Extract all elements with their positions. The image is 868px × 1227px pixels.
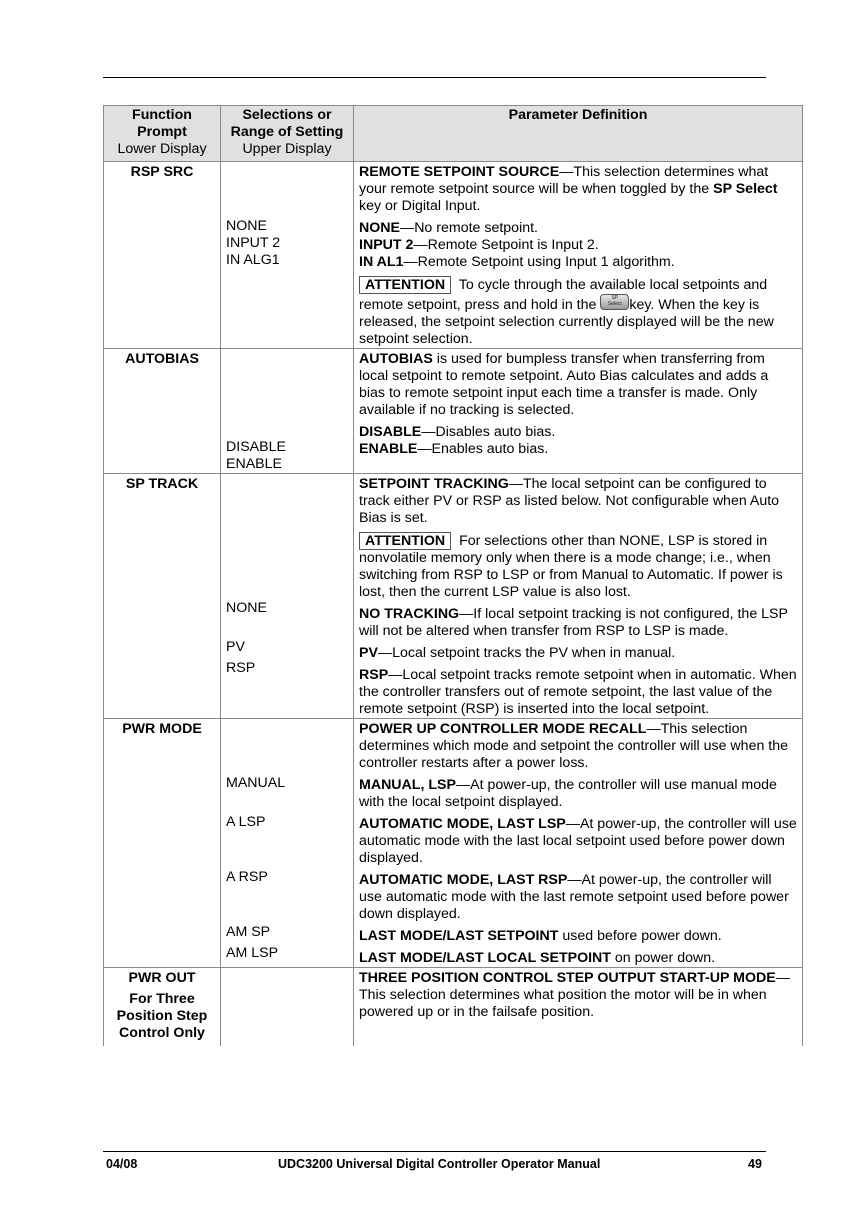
- option-pv: [359, 645, 797, 662]
- option-text: —Disables auto bias.: [421, 424, 556, 440]
- option-text: —No remote setpoint.: [400, 220, 538, 236]
- header-label: Function: [132, 107, 192, 123]
- option-label: DISABLE: [359, 424, 422, 440]
- function-prompt-label: PWR OUT: [128, 970, 196, 986]
- selection-value: PV: [226, 639, 245, 655]
- definition-text: —This selection determines what position the motor will be in when powered up or in the failsafe position.: [359, 970, 790, 1020]
- definition-title: SETPOINT TRACKING: [359, 476, 509, 492]
- function-prompt: PWR MODE: [104, 719, 221, 968]
- table-row: [104, 474, 803, 719]
- selections-cell: [221, 349, 354, 474]
- selection-value: AM SP: [226, 924, 271, 940]
- function-prompt: AUTOBIAS: [104, 349, 221, 474]
- attention-text: To cycle through the available local setpoints and remote setpoint, press and hold in the: [359, 277, 768, 313]
- option-text: used before power down.: [558, 928, 722, 944]
- selections-cell: [221, 719, 354, 968]
- function-prompt-note: For Three Position Step Control Only: [116, 991, 208, 1041]
- option-label: IN AL1: [359, 254, 404, 270]
- definition-cell: [354, 474, 803, 719]
- option-text: —Local setpoint tracks the PV when in manual.: [377, 645, 676, 661]
- header-label: Parameter Definition: [508, 107, 648, 123]
- option-text: —At power-up, the controller will use manual mode with the local setpoint displayed.: [359, 777, 777, 810]
- definition-text: SP Select: [713, 181, 778, 197]
- option-text: —At power-up, the controller will use automatic mode with the last local setpoint used before power down displayed.: [359, 816, 797, 866]
- definition-title: REMOTE SETPOINT SOURCE: [359, 164, 560, 180]
- page-number: 49: [748, 1157, 762, 1171]
- selection-value: RSP: [226, 660, 256, 676]
- selection-value: INPUT 2: [226, 235, 281, 251]
- option-label: INPUT 2: [359, 237, 414, 253]
- function-prompt: RSP SRC: [104, 162, 221, 349]
- option-label: AUTOMATIC MODE, LAST LSP: [359, 816, 566, 832]
- header-label: Selections or: [242, 107, 332, 123]
- option-last-mode-setpoint: [359, 928, 797, 945]
- footer-title: UDC3200 Universal Digital Controller Operator Manual: [278, 1157, 601, 1171]
- function-prompt: SP TRACK: [104, 474, 221, 719]
- option-last-mode-local-setpoint: [359, 950, 797, 967]
- attention-note: [359, 276, 797, 348]
- definition-title: POWER UP CONTROLLER MODE RECALL: [359, 721, 647, 737]
- selection-value: AM LSP: [226, 945, 279, 961]
- option-enable: [359, 441, 797, 458]
- definition-cell: [354, 162, 803, 349]
- definition-text: —This selection determines what your remote setpoint source will be when toggled by the: [359, 164, 769, 197]
- sp-select-key-icon: [600, 294, 629, 310]
- option-label: AUTOMATIC MODE, LAST RSP: [359, 872, 568, 888]
- key-label: SP: [611, 295, 619, 301]
- attention-note: [359, 532, 797, 601]
- option-label: MANUAL, LSP: [359, 777, 456, 793]
- selection-value: A LSP: [226, 814, 266, 830]
- key-label: Select: [607, 301, 622, 307]
- option-text: on power down.: [610, 950, 716, 966]
- selection-value: A RSP: [226, 869, 268, 885]
- header-label: Upper Display: [242, 141, 332, 157]
- table-row: [104, 968, 803, 1047]
- function-prompt: [104, 968, 221, 1047]
- option-auto-last-lsp: [359, 816, 797, 867]
- table-row: [104, 719, 803, 968]
- table-header-row: [104, 106, 803, 162]
- definition-text: —This selection determines which mode and setpoint the controller will use when the controller restarts after a power loss.: [359, 721, 789, 771]
- option-label: PV: [359, 645, 378, 661]
- option-text: —Remote Setpoint is Input 2.: [413, 237, 599, 253]
- option-text: —Remote Setpoint using Input 1 algorithm.: [403, 254, 675, 270]
- definition-cell: [354, 968, 803, 1047]
- option-label: LAST MODE/LAST SETPOINT: [359, 928, 559, 944]
- selections-cell: [221, 474, 354, 719]
- option-label: NO TRACKING: [359, 606, 460, 622]
- header-parameter-definition: [354, 106, 803, 162]
- selections-cell: [221, 968, 354, 1047]
- parameter-table: [103, 105, 803, 1046]
- selections-cell: [221, 162, 354, 349]
- header-label: Range of Setting: [230, 124, 344, 140]
- option-text: —At power-up, the controller will use automatic mode with the last remote setpoint used before power down displayed.: [359, 872, 789, 922]
- definition-intro: [359, 351, 797, 419]
- header-selections: [221, 106, 354, 162]
- attention-badge: ATTENTION: [359, 276, 451, 294]
- definition-text: —The local setpoint can be configured to track either PV or RSP as listed below. Not configurable when Auto Bias is set.: [359, 476, 780, 526]
- definition-intro: [359, 721, 797, 772]
- selection-value: ENABLE: [226, 456, 282, 472]
- definition-text: is used for bumpless transfer when transferring from local setpoint to remote setpoint. Auto Bias calculates and adds a bias to remote setpoint input each time a transfer is made. Only available if no tracking is selected.: [359, 351, 769, 418]
- option-text: —Enables auto bias.: [417, 441, 549, 457]
- header-rule: [103, 77, 766, 78]
- attention-text: key. When the key is released, the setpoint selection currently displayed will be the new setpoint selection.: [359, 297, 774, 347]
- header-label: Lower Display: [117, 141, 207, 157]
- option-text: —If local setpoint tracking is not configured, the LSP will not be altered when transfer from RSP to LSP is made.: [359, 606, 788, 639]
- header-function-prompt: [104, 106, 221, 162]
- definition-cell: [354, 349, 803, 474]
- definition-title: AUTOBIAS: [359, 351, 433, 367]
- selection-value: IN ALG1: [226, 252, 280, 268]
- definition-cell: [354, 719, 803, 968]
- attention-badge: ATTENTION: [359, 532, 451, 550]
- definition-intro: [359, 476, 797, 527]
- option-label: ENABLE: [359, 441, 418, 457]
- definition-intro: [359, 970, 797, 1021]
- option-text: —Local setpoint tracks remote setpoint when in automatic. When the controller transfers out of remote setpoint, the last value of the remote setpoint (RSP) is inserted into the local setpoint.: [359, 667, 797, 717]
- option-label: NONE: [359, 220, 400, 236]
- option-inal1: [359, 254, 797, 271]
- option-no-tracking: [359, 606, 797, 640]
- selection-value: DISABLE: [226, 439, 286, 455]
- definition-intro: [359, 164, 797, 215]
- selection-value: NONE: [226, 600, 267, 616]
- option-input2: [359, 237, 797, 254]
- table-row: [104, 349, 803, 474]
- option-disable: [359, 424, 797, 441]
- definition-text: key or Digital Input.: [359, 198, 481, 214]
- header-label: Prompt: [137, 124, 187, 140]
- option-auto-last-rsp: [359, 872, 797, 923]
- table-row: [104, 162, 803, 349]
- option-rsp: [359, 667, 797, 718]
- option-label: RSP: [359, 667, 389, 683]
- footer-rule: [103, 1151, 766, 1152]
- definition-title: THREE POSITION CONTROL STEP OUTPUT START-UP MODE: [359, 970, 776, 986]
- option-none: [359, 220, 797, 237]
- attention-text: For selections other than NONE, LSP is stored in nonvolatile memory only when there is a mode change; i.e., when switching from RSP to LSP or from Manual to Automatic. If power is lost, then the current LSP value is also lost.: [359, 533, 783, 600]
- option-manual-lsp: [359, 777, 797, 811]
- selection-value: NONE: [226, 218, 267, 234]
- option-label: LAST MODE/LAST LOCAL SETPOINT: [359, 950, 611, 966]
- footer-date: 04/08: [106, 1157, 138, 1171]
- selection-value: MANUAL: [226, 775, 286, 791]
